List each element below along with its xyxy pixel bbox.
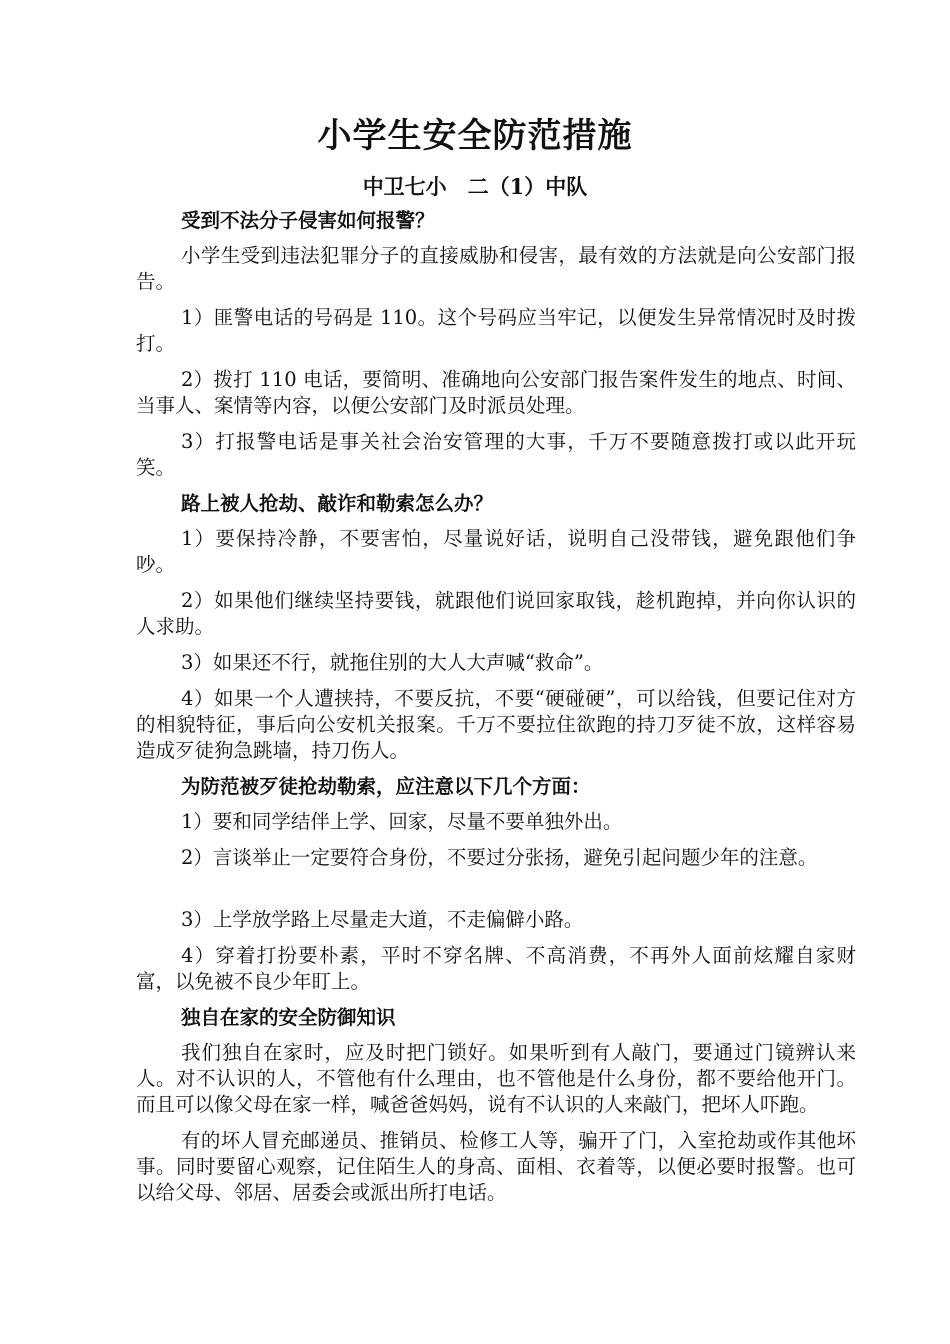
paragraph: 3）打报警电话是事关社会治安管理的大事，千万不要随意拨打或以此开玩笑。 (136, 430, 856, 479)
section-heading: 路上被人抢劫、敲诈和勒索怎么办？ (181, 492, 494, 515)
paragraph: 4）穿着打扮要朴素，平时不穿名牌、不高消费，不再外人面前炫耀自家财富，以免被不良少年盯上。 (136, 944, 856, 993)
paragraph: 4）如果一个人遭挟持，不要反抗，不要“硬碰硬”，可以给钱，但要记住对方的相貌特征，事后向公安机关报案。千万不要拉住欲跑的持刀歹徒不放，这样容易造成歹徒狗急跳墙，持刀伤人。 (136, 687, 856, 762)
section-robbery-prevention (136, 774, 856, 995)
paragraph: 2）如果他们继续坚持要钱，就跟他们说回家取钱，趁机跑掉，并向你认识的人求助。 (136, 589, 856, 638)
paragraph: 3）如果还不行，就拖住别的大人大声喊“救命”。 (181, 651, 604, 674)
paragraph: 1）要保持冷静，不要害怕，尽量说好话，说明自己没带钱，避免跟他们争吵。 (136, 527, 856, 576)
paragraph: 有的坏人冒充邮递员、推销员、检修工人等，骗开了门，入室抢劫或作其他坏事。同时要留心观察，记住陌生人的身高、面相、衣着等，以便必要时报警。也可以给父母、邻居、居委会或派出所打电话。 (136, 1129, 856, 1204)
section-robbery-response (136, 491, 856, 764)
page-subtitle: 中卫七小 二（1）中队 (362, 174, 588, 199)
paragraph: 2）拨打 110 电话，要简明、准确地向公安部门报告案件发生的地点、时间、当事人、案情等内容，以便公安部门及时派员处理。 (136, 368, 856, 417)
section-home-alone (136, 1005, 856, 1206)
document-body (136, 208, 856, 1216)
paragraph: 1）匪警电话的号码是 110。这个号码应当牢记，以便发生异常情况时及时拨打。 (136, 306, 856, 355)
paragraph: 3）上学放学路上尽量走大道，不走偏僻小路。 (181, 908, 584, 931)
paragraph: 1）要和同学结伴上学、回家，尽量不要单独外出。 (181, 810, 623, 833)
paragraph: 2）言谈举止一定要符合身份，不要过分张扬，避免引起问题少年的注意。 (181, 846, 818, 869)
paragraph: 我们独自在家时，应及时把门锁好。如果听到有人敲门，要通过门镜辨认来人。对不认识的人，不管他有什么理由，也不管他是什么身份，都不要给他开门。而且可以像父母在家一样，喊爸爸妈妈，说有不认识的人来敲门，把坏人吓跑。 (136, 1041, 856, 1116)
section-heading: 为防范被歹徒抢劫勒索，应注意以下几个方面： (181, 775, 591, 798)
section-heading: 独自在家的安全防御知识 (181, 1006, 396, 1029)
paragraph: 小学生受到违法犯罪分子的直接威胁和侵害，最有效的方法就是向公安部门报告。 (136, 244, 856, 293)
section-heading: 受到不法分子侵害如何报警？ (181, 209, 435, 232)
section-police-report (136, 208, 856, 481)
page-title: 小学生安全防范措施 (317, 116, 633, 156)
